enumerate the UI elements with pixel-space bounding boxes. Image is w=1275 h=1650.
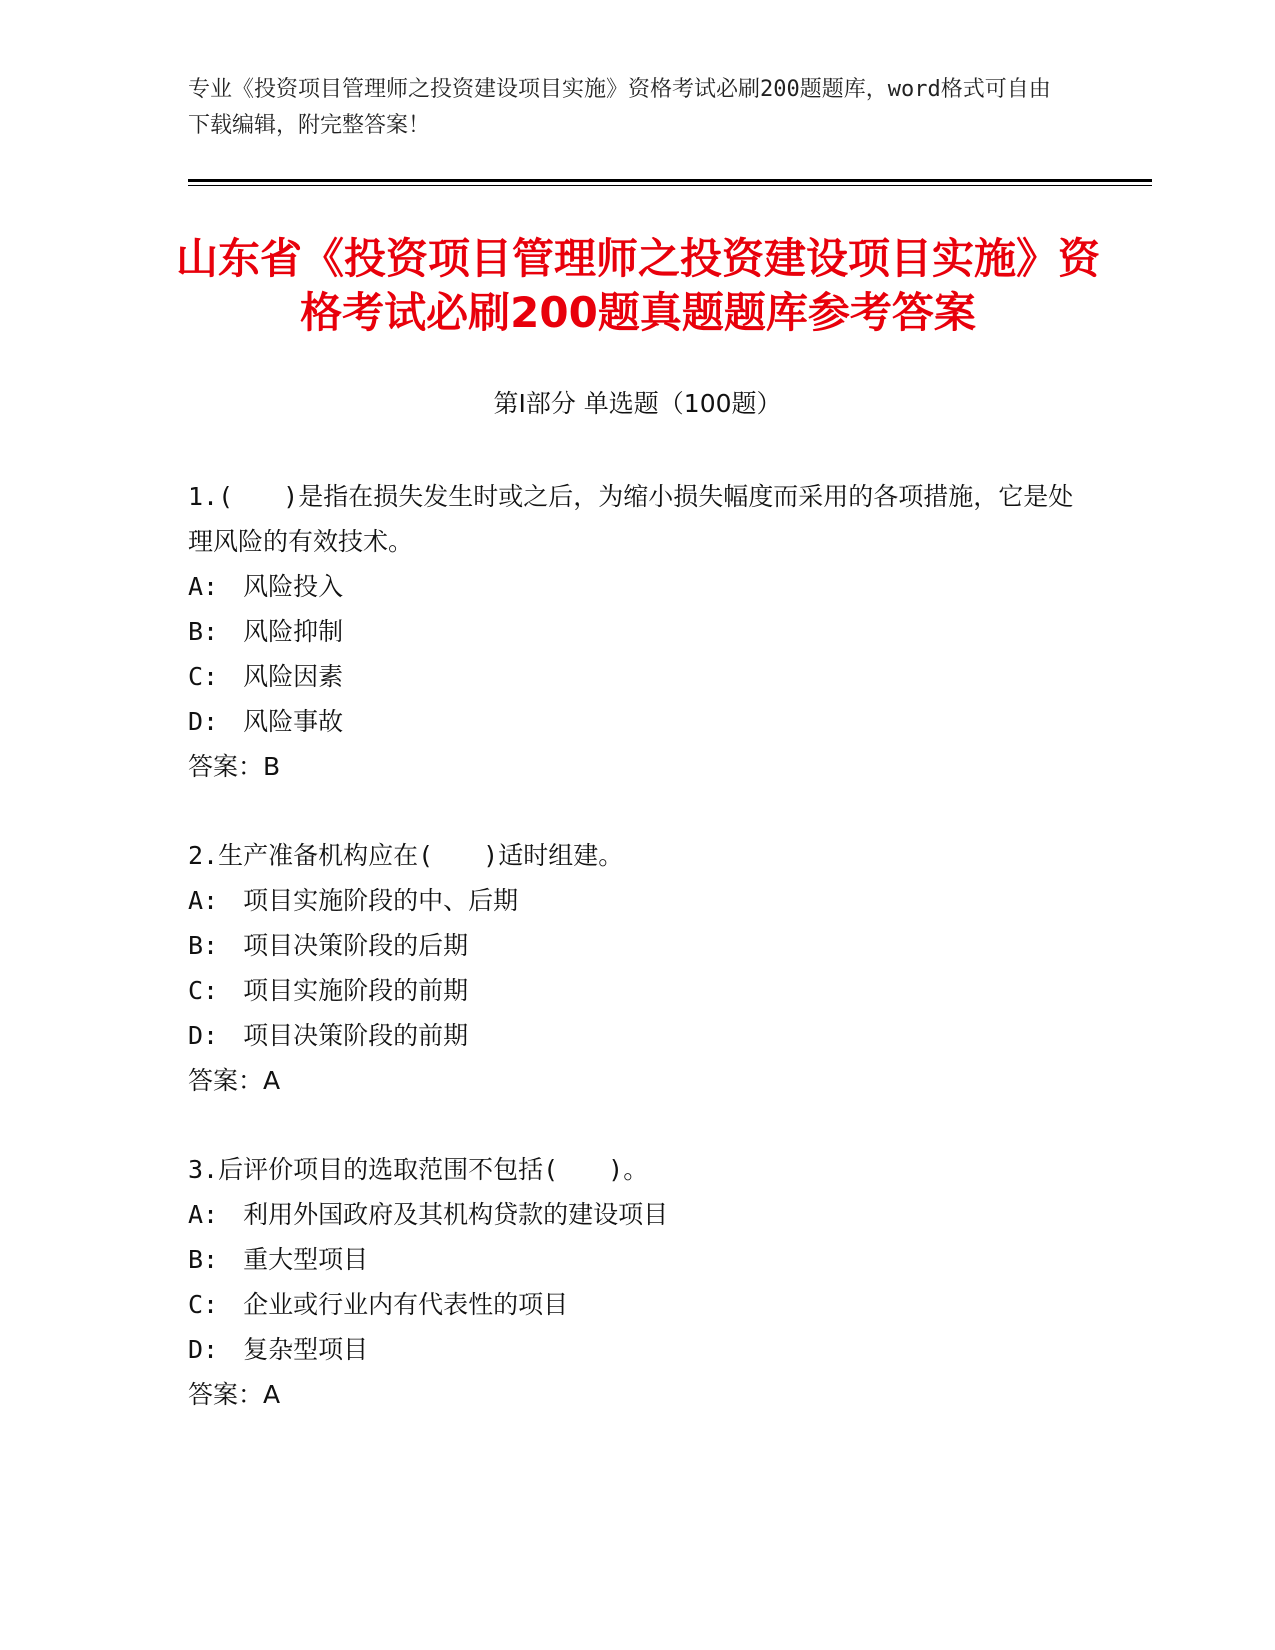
option-c: C: 项目实施阶段的前期 (188, 976, 469, 1005)
option-c: C: 风险因素 (188, 662, 344, 691)
document-title: 山东省《投资项目管理师之投资建设项目实施》资格考试必刷200题真题题库参考答案 (175, 234, 1100, 337)
question-stem: 2.生产准备机构应在( )适时组建。 (188, 841, 624, 870)
question-1 (188, 474, 1088, 789)
option-b: B: 风险抑制 (188, 617, 344, 646)
question-2 (188, 833, 1088, 1103)
question-3 (188, 1147, 1088, 1417)
option-a: A: 项目实施阶段的中、后期 (188, 886, 519, 915)
option-a: A: 风险投入 (188, 572, 344, 601)
option-d: D: 复杂型项目 (188, 1335, 369, 1364)
answer: 答案：A (188, 1380, 281, 1409)
option-d: D: 项目决策阶段的前期 (188, 1021, 469, 1050)
header-rule-thin (188, 185, 1152, 186)
header-note: 专业《投资项目管理师之投资建设项目实施》资格考试必刷200题题库，word格式可自由下载编辑，附完整答案！ (188, 77, 1051, 138)
question-stem: 3.后评价项目的选取范围不包括( )。 (188, 1155, 649, 1184)
option-b: B: 项目决策阶段的后期 (188, 931, 469, 960)
section-title: 第Ⅰ部分 单选题（100题） (493, 389, 782, 418)
option-b: B: 重大型项目 (188, 1245, 369, 1274)
answer: 答案：A (188, 1066, 281, 1095)
option-d: D: 风险事故 (188, 707, 344, 736)
header-rule-thick (188, 179, 1152, 182)
option-a: A: 利用外国政府及其机构贷款的建设项目 (188, 1200, 669, 1229)
option-c: C: 企业或行业内有代表性的项目 (188, 1290, 569, 1319)
question-list (188, 474, 1088, 1461)
answer: 答案：B (188, 752, 281, 781)
question-stem: 1.( )是指在损失发生时或之后，为缩小损失幅度而采用的各项措施，它是处理风险的有效技术。 (188, 482, 1074, 556)
